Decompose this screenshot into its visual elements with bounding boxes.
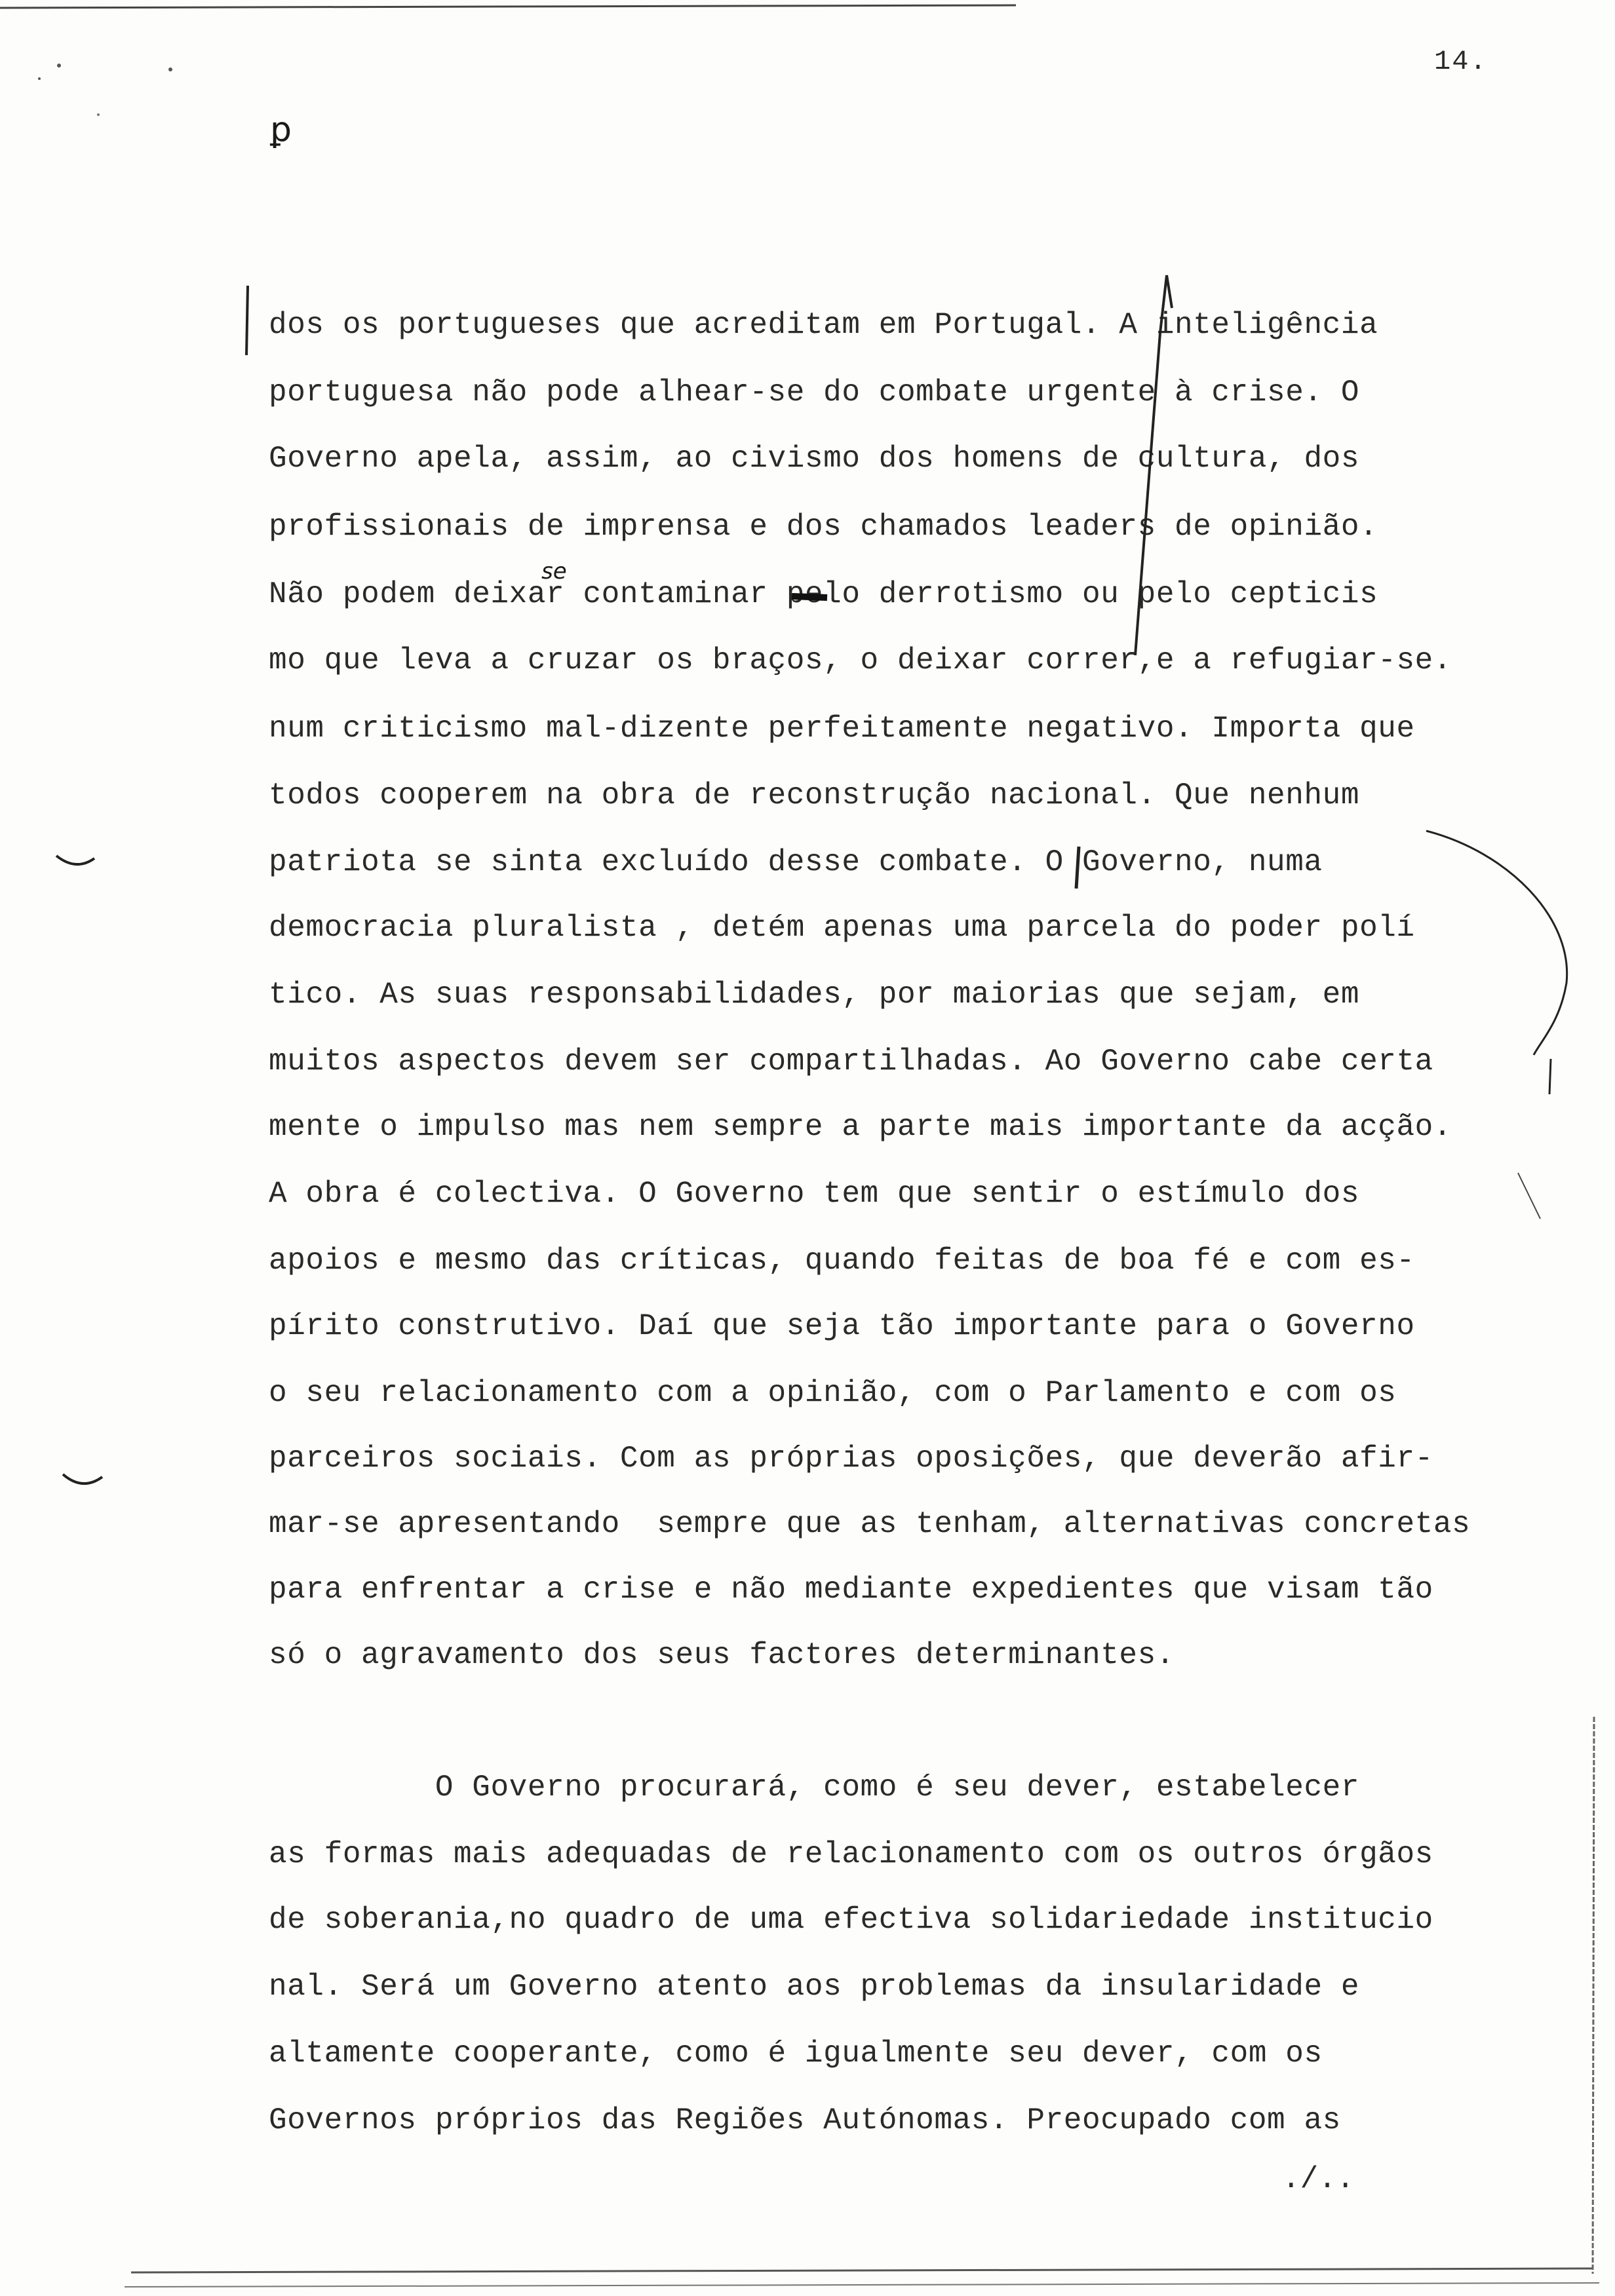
speck — [168, 67, 172, 71]
handwritten-insertion: se — [541, 558, 567, 584]
left-bracket-mark — [246, 286, 248, 355]
text-line: O Governo procurará, como é seu dever, estabelecer — [269, 1770, 1360, 1805]
top-border-line — [0, 5, 1016, 8]
right-tick-mark — [1549, 1059, 1551, 1094]
text-line: só o agravamento dos seus factores determinantes. — [269, 1638, 1175, 1672]
left-curve-mark — [63, 1474, 102, 1483]
text-line: portuguesa não pode alhear-se do combate urgente à crise. O — [269, 375, 1360, 410]
handwritten-margin-mark: ꝑ — [270, 110, 292, 149]
text-line: para enfrentar a crise e não mediante expedientes que visam tão — [269, 1573, 1433, 1607]
text-line: patriota se sinta excluído desse combate. O Governo, numa — [269, 845, 1323, 879]
page-number: 14. — [1434, 46, 1488, 77]
text-line: nal. Será um Governo atento aos problemas da insularidade e — [269, 1970, 1360, 2004]
text-line: mente o impulso mas nem sempre a parte mais importante da acção. — [269, 1110, 1452, 1144]
speck — [38, 77, 41, 80]
text-line: todos cooperem na obra de reconstrução nacional. Que nenhum — [269, 778, 1360, 813]
bar-mark — [1076, 847, 1079, 889]
text-line: mar-se apresentando sempre que as tenham, alternativas concretas — [269, 1507, 1471, 1541]
continuation-mark: ./.. — [1282, 2162, 1355, 2196]
bottom-border-line — [131, 2268, 1593, 2272]
bottom-border-line-2 — [125, 2283, 1599, 2287]
text-line: Governo apela, assim, ao civismo dos homens de cultura, dos — [269, 442, 1360, 476]
speck — [97, 113, 100, 116]
right-edge-line — [1593, 1717, 1594, 2274]
text-line: apoios e mesmo das críticas, quando feitas de boa fé e com es- — [269, 1244, 1415, 1278]
speck — [57, 64, 61, 67]
text-line: de soberania,no quadro de uma efectiva solidariedade institucio — [269, 1903, 1433, 1937]
right-brace-mark — [1426, 831, 1567, 1055]
text-line: democracia pluralista , detém apenas uma parcela do poder polí — [269, 911, 1415, 945]
text-line: as formas mais adequadas de relacionamento com os outros órgãos — [269, 1837, 1433, 1871]
text-line: Não podem deixar contaminar pelo derrotismo ou pelo cepticis — [269, 577, 1378, 611]
text-line: altamente cooperante, como é igualmente seu dever, com os — [269, 2037, 1323, 2071]
text-line: parceiros sociais. Com as próprias oposições, que deverão afir- — [269, 1442, 1433, 1476]
left-curve-mark — [56, 856, 94, 864]
text-line: mo que leva a cruzar os braços, o deixar correr,e a refugiar-se. — [269, 643, 1452, 678]
text-line: o seu relacionamento com a opinião, com o Parlamento e com os — [269, 1376, 1397, 1410]
text-line: A obra é colectiva. O Governo tem que sentir o estímulo dos — [269, 1177, 1360, 1211]
right-diagonal-mark — [1518, 1173, 1540, 1219]
slash-mark — [1135, 275, 1172, 655]
text-line: tico. As suas responsabilidades, por maiorias que sejam, em — [269, 978, 1360, 1012]
text-line: muitos aspectos devem ser compartilhadas. Ao Governo cabe certa — [269, 1044, 1433, 1079]
strike-mark — [792, 596, 827, 598]
text-line: Governos próprios das Regiões Autónomas. Preocupado com as — [269, 2103, 1341, 2137]
text-line: pírito construtivo. Daí que seja tão importante para o Governo — [269, 1309, 1415, 1343]
text-line: dos os portugueses que acreditam em Portugal. A inteligência — [269, 308, 1378, 342]
text-line: num criticismo mal-dizente perfeitamente negativo. Importa que — [269, 712, 1415, 746]
text-line: profissionais de imprensa e dos chamados leaders de opinião. — [269, 510, 1378, 544]
